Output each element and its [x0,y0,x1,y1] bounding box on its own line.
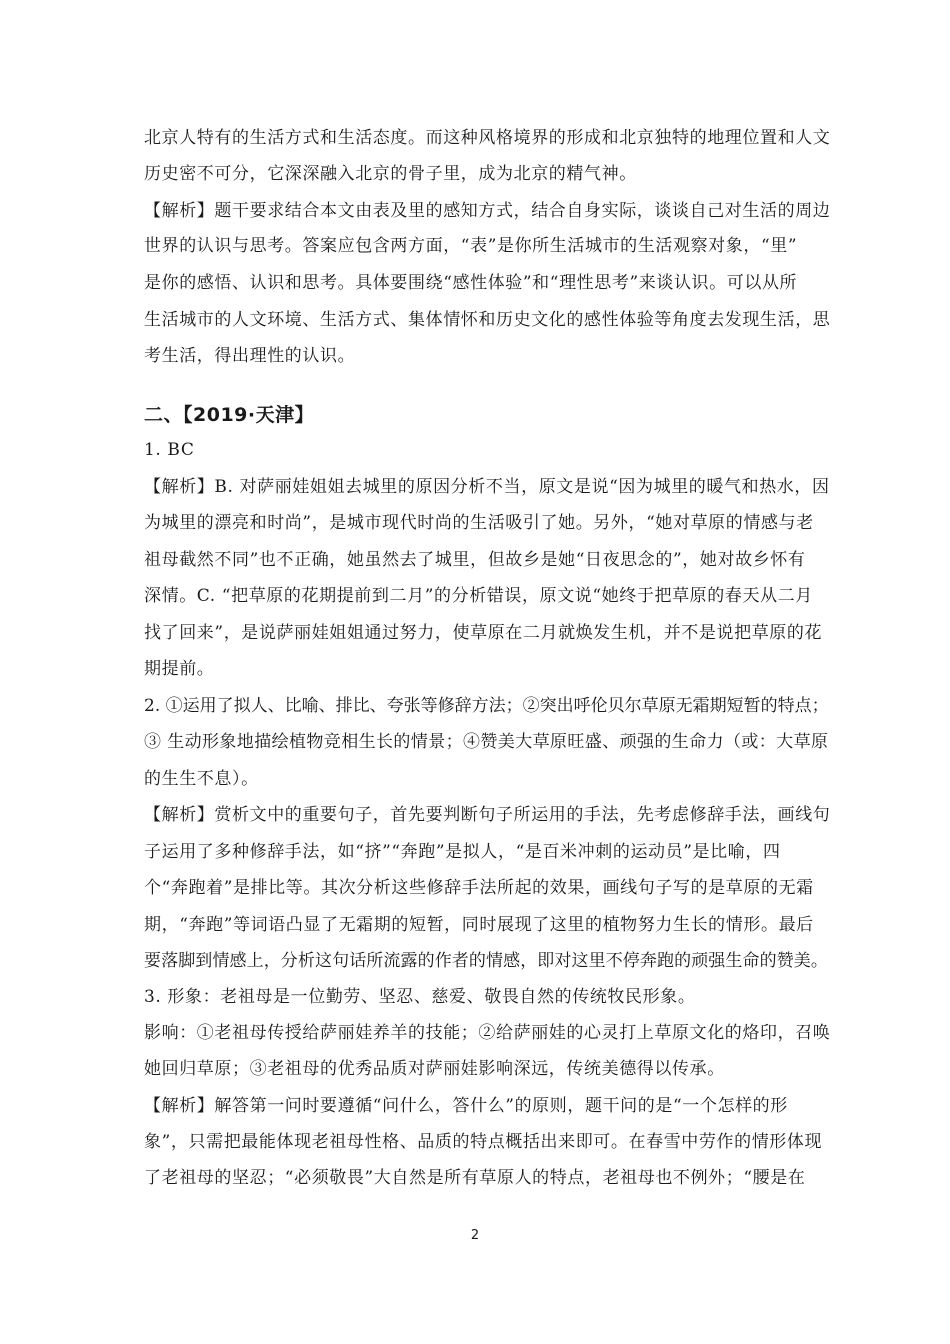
text-line: 祖母截然不同”也不正确，她虽然去了城里，但故乡是她“日夜思念的”，她对故乡怀有 [144,550,806,570]
text-line: 深情。C. “把草原的花期提前到二月”的分析错误，原文说“她终于把草原的春天从二月 [144,586,813,606]
text-line: 子运用了多种修辞手法，如“挤”“奔跑”是拟人，“是百米冲刺的运动员”是比喻，四 [144,842,781,862]
text-line: 为城里的漂亮和时尚”，是城市现代时尚的生活吸引了她。另外，“她对草原的情感与老 [144,513,814,533]
page-number: 2 [470,1228,480,1243]
analysis-line: 【解析】B. 对萨丽娃姐姐去城里的原因分析不当，原文是说“因为城里的暖气和热水，因 [144,477,830,497]
text-line: 她回归草原；③老祖母的优秀品质对萨丽娃影响深远，传统美德得以传承。 [144,1059,725,1079]
text-line: 考生活，得出理性的认识。 [144,346,356,366]
text-line: 期，“奔跑”等词语凸显了无霜期的短暂，同时展现了这里的植物努力生长的情形。最后 [144,915,814,935]
analysis-line: 【解析】赏析文中的重要句子，首先要判断句子所运用的手法，先考虑修辞手法，画线句 [144,805,831,825]
text-line: 个“奔跑着”是排比等。其次分析这些修辞手法所起的效果，画线句子写的是草原的无霜 [144,878,814,898]
analysis-line: 【解析】解答第一问时要遵循“问什么，答什么”的原则，题干问的是“一个怎样的形 [144,1096,788,1116]
text-line: 找了回来”，是说萨丽娃姐姐通过努力，使草原在二月就焕发生机，并不是说把草原的花 [144,623,823,643]
text-line: 生活城市的人文环境、生活方式、集体情怀和历史文化的感性体验等角度去发现生活，思 [144,310,831,330]
text-line: 期提前。 [144,659,215,679]
text-line: 北京人特有的生活方式和生活态度。而这种风格境界的形成和北京独特的地理位置和人文 [144,128,831,148]
text-line: ③ 生动形象地描绘植物竞相生长的情景；④赞美大草原旺盛、顽强的生命力（或：大草原 [144,732,829,752]
answer-line: 1. BC [144,440,195,460]
text-line: 象”，只需把最能体现老祖母性格、品质的特点概括出来即可。在春雪中劳作的情形体现 [144,1132,823,1152]
text-line: 影响：①老祖母传授给萨丽娃养羊的技能；②给萨丽娃的心灵打上草原文化的烙印，召唤 [144,1023,831,1043]
answer-line: 2. ①运用了拟人、比喻、排比、夸张等修辞方法；②突出呼伦贝尔草原无霜期短暂的特点； [144,696,829,716]
answer-line: 3. 形象：老祖母是一位勤劳、坚忍、慈爱、敬畏自然的传统牧民形象。 [144,987,696,1007]
analysis-line: 【解析】题干要求结合本文由表及里的感知方式，结合自身实际，谈谈自己对生活的周边 [144,201,831,221]
text-line: 的生生不息）。 [144,769,259,789]
text-line: 历史密不可分，它深深融入北京的骨子里，成为北京的精气神。 [144,164,637,184]
text-line: 世界的认识与思考。答案应包含两方面，“表”是你所生活城市的生活观察对象，“里” [144,236,798,256]
section-heading: 二、【2019·天津】 [144,404,315,426]
text-line: 是你的感悟、认识和思考。具体要围绕“感性体验”和“理性思考”来谈认识。可以从所 [144,273,798,293]
text-line: 要落脚到情感上，分析这句话所流露的作者的情感，即对这里不停奔跑的顽强生命的赞美。 [144,951,828,971]
text-line: 了老祖母的坚忍；“必须敬畏”大自然是所有草原人的特点，老祖母也不例外；“腰是在 [144,1168,806,1188]
